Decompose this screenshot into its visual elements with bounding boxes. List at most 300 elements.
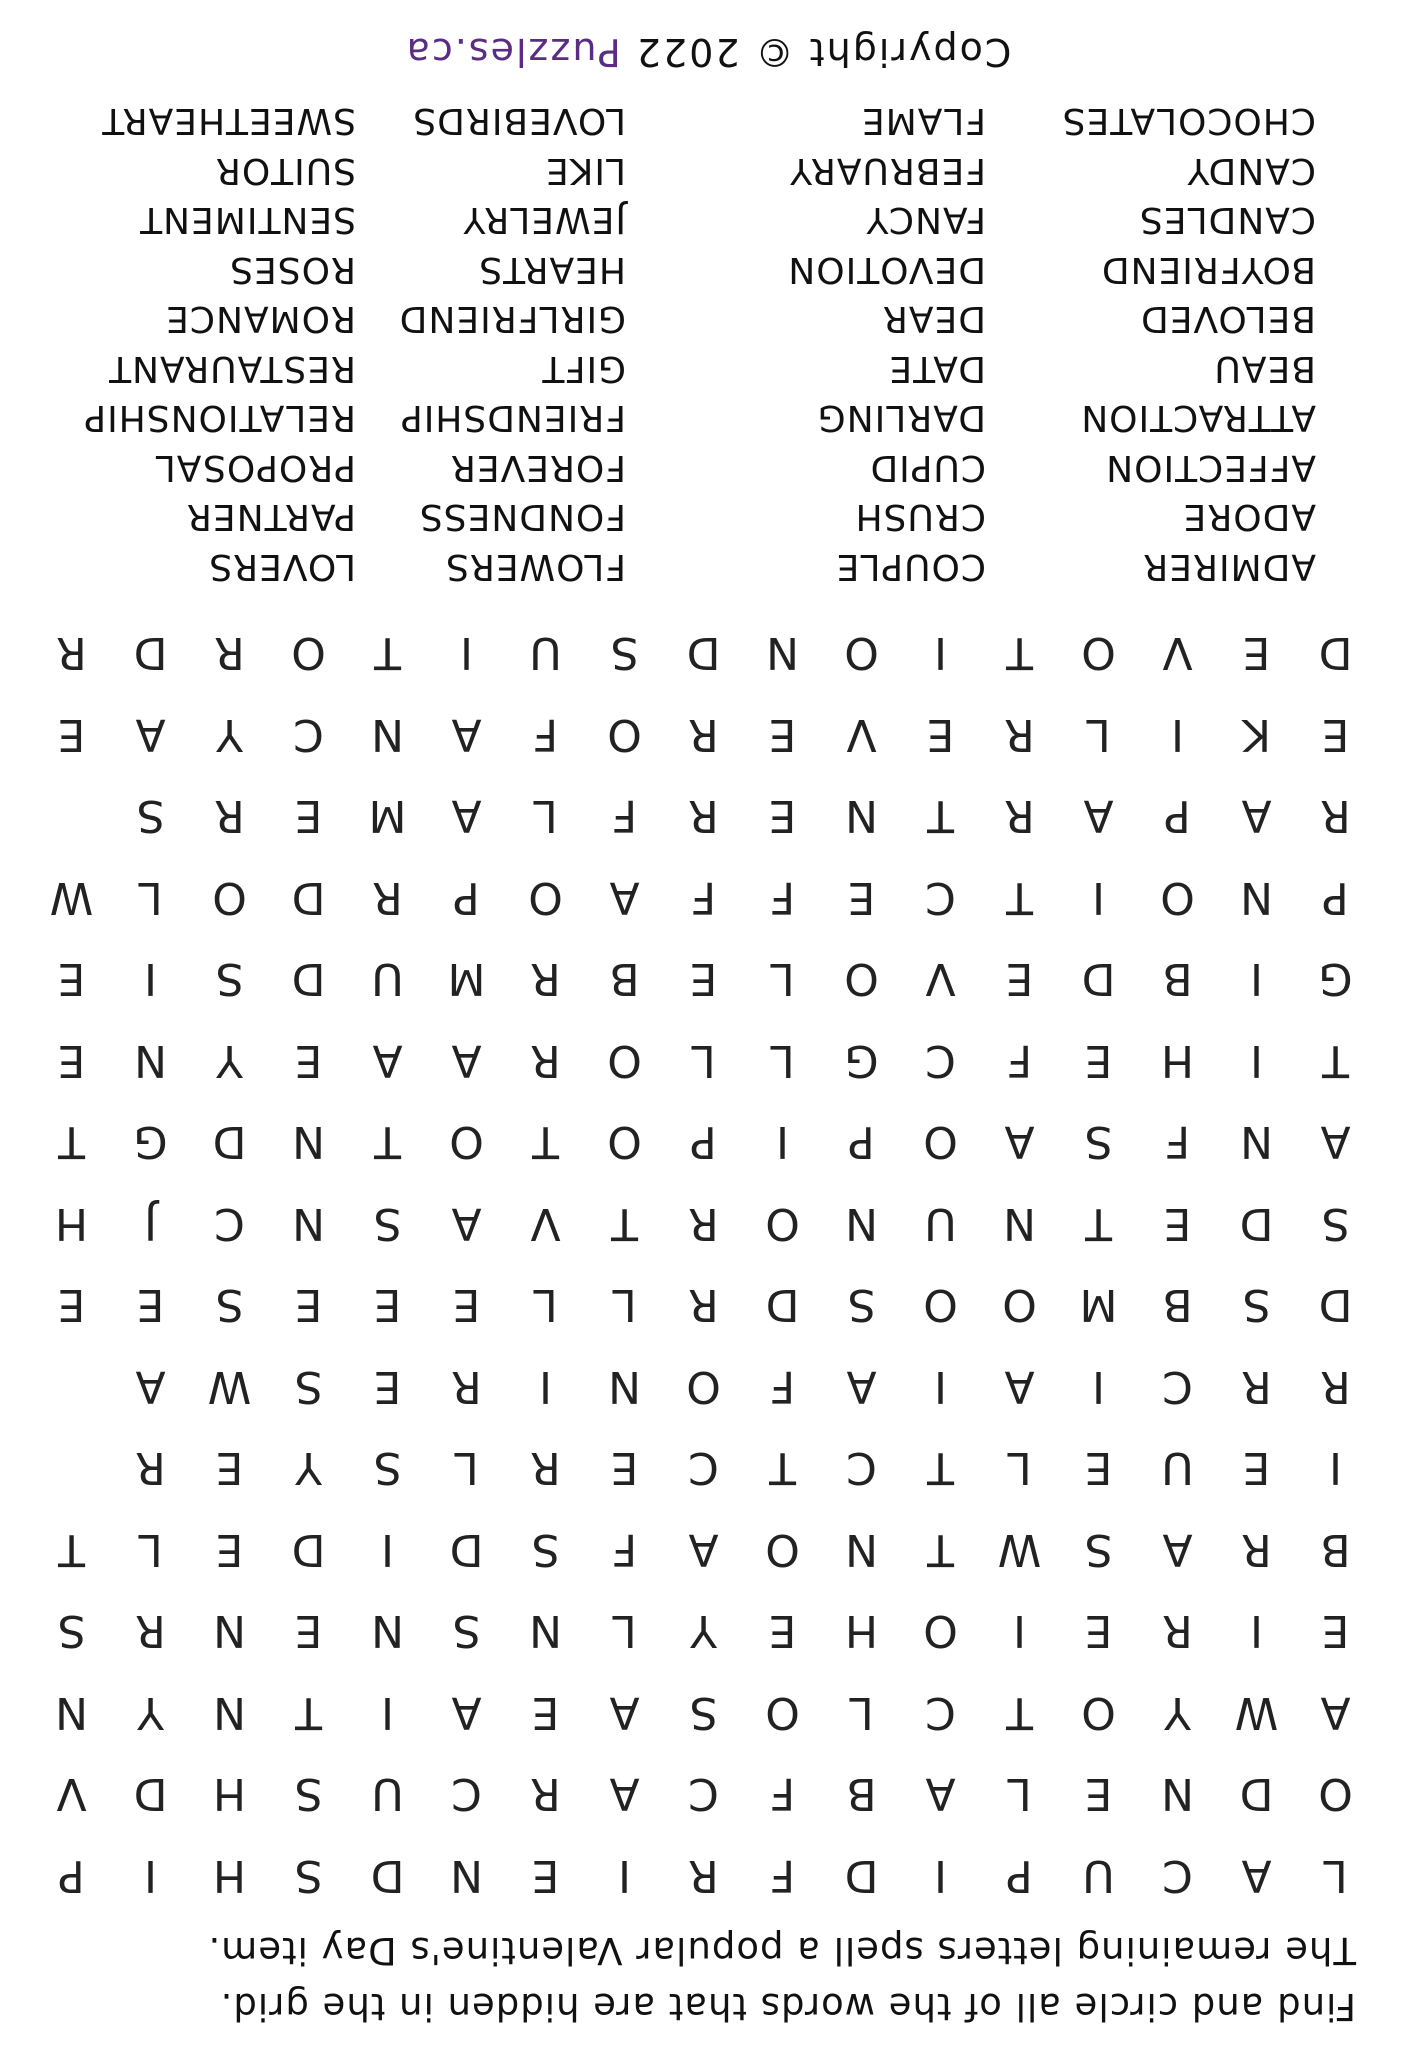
grid-letter[interactable]: E [610, 1442, 639, 1494]
grid-row [31, 1102, 1376, 1183]
grid-letter[interactable]: A [1083, 790, 1114, 842]
grid-letter[interactable]: D [291, 872, 326, 923]
grid-letter[interactable]: D [291, 1524, 326, 1575]
grid-letter[interactable]: E [1163, 1198, 1192, 1249]
grid-letter[interactable]: I [934, 627, 947, 679]
grid-letter[interactable]: N [1161, 1768, 1194, 1820]
grid-letter[interactable]: O [923, 1116, 958, 1168]
grid-letter[interactable]: B [1162, 1279, 1193, 1331]
grid-letter[interactable]: L [612, 1279, 637, 1331]
grid-letter[interactable]: R [530, 1035, 561, 1086]
grid-letter[interactable]: L [533, 790, 558, 842]
grid-letter[interactable]: I [381, 1524, 394, 1575]
grid-letter[interactable]: F [690, 872, 717, 923]
grid-letter[interactable]: N [371, 709, 404, 760]
grid-letter[interactable]: G [844, 1035, 879, 1086]
grid-letter[interactable]: F [1164, 1116, 1191, 1168]
word-list-item: ROMANCE [165, 298, 356, 340]
grid-letter[interactable]: A [1241, 790, 1272, 842]
grid-letter[interactable]: E [215, 1442, 244, 1494]
grid-letter[interactable]: E [373, 1279, 402, 1331]
grid-letter[interactable]: S [294, 1361, 323, 1412]
copyright-text: Copyright © 2022 [620, 30, 1012, 74]
grid-letter[interactable]: W [1234, 1687, 1279, 1738]
grid-letter[interactable]: D [1318, 1279, 1353, 1331]
grid-letter[interactable]: I [1092, 872, 1105, 923]
grid-letter[interactable]: E [215, 1524, 244, 1575]
grid-letter[interactable]: N [529, 1605, 562, 1657]
grid-letter[interactable]: U [371, 1768, 404, 1820]
grid-letter[interactable]: T [927, 790, 954, 842]
grid-row [31, 1509, 1376, 1590]
grid-letter[interactable]: E [768, 790, 797, 842]
grid-letter[interactable]: H [844, 1605, 879, 1657]
grid-letter[interactable]: O [449, 1116, 484, 1168]
grid-letter[interactable]: N [134, 1035, 167, 1086]
grid-letter[interactable]: O [607, 1035, 642, 1086]
grid-letter[interactable]: O [765, 1524, 800, 1575]
grid-letter[interactable]: H [1160, 1035, 1195, 1086]
grid-letter[interactable]: O [923, 1605, 958, 1657]
grid-letter[interactable]: E [1321, 1605, 1350, 1657]
grid-letter[interactable]: H [212, 1850, 247, 1901]
grid-letter[interactable]: W [207, 1361, 252, 1412]
grid-letter[interactable]: A [609, 1768, 640, 1820]
grid-letter[interactable]: R [135, 1605, 166, 1657]
grid-letter[interactable]: L [849, 1687, 874, 1738]
grid-row [31, 857, 1376, 938]
grid-letter[interactable]: R [530, 953, 561, 1005]
grid-letter[interactable]: V [56, 1768, 87, 1820]
grid-letter[interactable]: A [451, 1687, 482, 1738]
grid-letter[interactable]: D [449, 1524, 484, 1575]
grid-letter[interactable]: A [372, 1035, 403, 1086]
instructions-line-1: Find and circle all of the words that are hidden in the grid. [219, 1985, 1356, 2028]
grid-letter[interactable]: N [55, 1687, 88, 1738]
grid-letter[interactable]: G [1318, 953, 1353, 1005]
grid-letter[interactable]: U [529, 627, 562, 679]
grid-letter[interactable]: A [1004, 1361, 1035, 1412]
grid-letter[interactable]: I [144, 953, 157, 1005]
grid-letter[interactable]: E [1242, 627, 1271, 679]
grid-letter[interactable]: A [846, 1361, 877, 1412]
grid-letter[interactable]: E [689, 953, 718, 1005]
grid-letter[interactable]: S [294, 1768, 323, 1820]
word-list-item: HEARTS [478, 249, 626, 290]
word-list-item: CANDY [1186, 150, 1316, 191]
grid-letter[interactable]: O [607, 1116, 642, 1168]
grid-letter[interactable]: D [212, 1116, 247, 1168]
grid-letter[interactable]: O [212, 872, 247, 923]
grid-letter[interactable]: Y [295, 1442, 322, 1494]
grid-letter[interactable]: C [293, 709, 324, 760]
grid-letter[interactable]: R [451, 1361, 482, 1412]
grid-letter[interactable]: S [847, 1279, 876, 1331]
grid-letter[interactable]: T [532, 1116, 559, 1168]
grid-letter[interactable]: A [451, 1198, 482, 1249]
grid-letter[interactable]: F [532, 709, 559, 760]
grid-letter[interactable]: V [530, 1198, 561, 1249]
grid-letter[interactable]: E [531, 1850, 560, 1901]
grid-row [31, 1346, 1376, 1427]
grid-letter[interactable]: L [454, 1442, 479, 1494]
grid-letter[interactable]: D [291, 953, 326, 1005]
grid-letter[interactable]: E [294, 1279, 323, 1331]
grid-letter[interactable]: E [57, 709, 86, 760]
grid-letter[interactable]: O [1318, 1768, 1353, 1820]
grid-letter[interactable]: T [927, 1442, 954, 1494]
grid-letter[interactable]: E [294, 1035, 323, 1086]
grid-letter[interactable]: S [136, 790, 165, 842]
grid-letter[interactable]: S [610, 627, 639, 679]
grid-letter[interactable]: U [371, 953, 404, 1005]
grid-letter[interactable]: R [1320, 1361, 1351, 1412]
grid-letter[interactable]: U [1161, 1442, 1194, 1494]
grid-row [31, 1183, 1376, 1264]
grid-letter[interactable]: T [1006, 1687, 1033, 1738]
grid-row [31, 1020, 1376, 1101]
brand-name[interactable]: Puzzles.ca [404, 30, 621, 74]
grid-letter[interactable]: C [925, 1035, 956, 1086]
grid-letter[interactable]: A [1320, 1687, 1351, 1738]
grid-letter[interactable]: B [846, 1768, 877, 1820]
grid-letter[interactable]: T [769, 1442, 796, 1494]
word-list-item: ATTRACTION [1080, 397, 1316, 439]
letter-grid[interactable] [31, 611, 1376, 1916]
grid-letter[interactable]: P [453, 872, 480, 923]
grid-letter[interactable]: C [925, 872, 956, 923]
grid-letter[interactable]: T [58, 1524, 85, 1575]
grid-letter[interactable]: S [689, 1687, 718, 1738]
grid-letter[interactable]: R [372, 872, 403, 923]
grid-letter[interactable]: R [1004, 709, 1035, 760]
grid-letter[interactable]: Y [137, 1687, 164, 1738]
grid-letter[interactable]: L [1007, 1768, 1032, 1820]
grid-letter[interactable]: R [214, 627, 245, 679]
grid-letter[interactable]: L [138, 1524, 163, 1575]
grid-letter[interactable]: I [1092, 1361, 1105, 1412]
word-list-item: RELATIONSHIP [83, 397, 356, 439]
grid-letter[interactable]: F [769, 1850, 796, 1901]
grid-letter[interactable]: T [58, 1116, 85, 1168]
grid-letter[interactable]: I [1250, 1035, 1263, 1086]
grid-letter[interactable]: C [1162, 1361, 1193, 1412]
grid-letter[interactable]: E [294, 790, 323, 842]
grid-letter[interactable]: A [609, 872, 640, 923]
grid-letter[interactable]: N [608, 1361, 641, 1412]
grid-letter[interactable]: M [368, 790, 407, 842]
grid-letter[interactable]: S [1242, 1279, 1271, 1331]
grid-letter[interactable]: O [1081, 1687, 1116, 1738]
grid-letter[interactable]: R [530, 1442, 561, 1494]
grid-letter[interactable]: D [1318, 627, 1353, 679]
word-list-item: SUITOR [214, 150, 356, 191]
grid-letter[interactable]: Y [216, 1035, 243, 1086]
grid-letter[interactable]: P [690, 1116, 717, 1168]
grid-letter[interactable]: W [997, 1524, 1042, 1575]
grid-letter[interactable]: H [54, 1198, 89, 1249]
word-list-item: CHOCOLATES [1061, 100, 1316, 142]
word-list-column-2 [676, 96, 986, 591]
grid-letter[interactable]: V [1162, 627, 1193, 679]
grid-letter[interactable]: C [1162, 1850, 1193, 1901]
grid-letter[interactable]: R [688, 709, 719, 760]
grid-letter[interactable]: O [291, 627, 326, 679]
grid-letter[interactable]: D [765, 1279, 800, 1331]
grid-letter[interactable]: O [1002, 1279, 1037, 1331]
grid-letter[interactable]: C [688, 1442, 719, 1494]
grid-letter[interactable]: H [212, 1768, 247, 1820]
grid-letter[interactable]: A [1241, 1850, 1272, 1901]
grid-letter[interactable]: E [57, 1035, 86, 1086]
grid-letter[interactable]: L [691, 1035, 716, 1086]
grid-letter[interactable]: I [144, 1850, 157, 1901]
grid-letter[interactable]: E [452, 1279, 481, 1331]
grid-letter[interactable]: S [1321, 1198, 1350, 1249]
grid-letter[interactable]: R [1004, 790, 1035, 842]
word-list-item: GIRLFRIEND [398, 298, 626, 340]
grid-letter[interactable]: O [528, 872, 563, 923]
grid-letter[interactable]: D [686, 627, 721, 679]
grid-letter[interactable]: E [136, 1279, 165, 1331]
grid-letter[interactable]: M [1079, 1279, 1118, 1331]
grid-letter[interactable]: E [1084, 1768, 1113, 1820]
grid-letter[interactable]: U [924, 1198, 957, 1249]
grid-letter[interactable]: R [1241, 1361, 1272, 1412]
grid-letter[interactable]: N [845, 1524, 878, 1575]
grid-letter[interactable]: E [926, 709, 955, 760]
grid-letter[interactable]: I [934, 1361, 947, 1412]
grid-letter[interactable]: P [1322, 872, 1349, 923]
grid-letter[interactable]: E [294, 1605, 323, 1657]
grid-letter[interactable]: E [768, 709, 797, 760]
grid-letter[interactable]: E [768, 1605, 797, 1657]
grid-letter[interactable]: I [1013, 1605, 1026, 1657]
grid-letter[interactable]: L [138, 872, 163, 923]
grid-letter[interactable]: C [451, 1768, 482, 1820]
grid-letter[interactable]: P [58, 1850, 85, 1901]
grid-letter[interactable]: S [215, 1279, 244, 1331]
word-list-item: PARTNER [185, 496, 356, 538]
grid-letter[interactable]: I [1250, 953, 1263, 1005]
grid-letter[interactable]: D [133, 1768, 168, 1820]
grid-letter[interactable]: L [1007, 1442, 1032, 1494]
grid-letter[interactable]: F [611, 790, 638, 842]
grid-row [31, 1428, 1376, 1509]
grid-letter[interactable]: N [1240, 872, 1273, 923]
grid-letter[interactable]: O [1081, 627, 1116, 679]
grid-letter[interactable]: T [1006, 627, 1033, 679]
grid-letter[interactable]: P [848, 1116, 875, 1168]
grid-letter[interactable]: L [1086, 709, 1111, 760]
grid-letter[interactable]: R [214, 790, 245, 842]
grid-letter[interactable]: S [215, 953, 244, 1005]
grid-letter[interactable]: L [770, 1035, 795, 1086]
grid-letter[interactable]: F [769, 1361, 796, 1412]
grid-letter[interactable]: E [373, 1361, 402, 1412]
grid-letter[interactable]: A [451, 1035, 482, 1086]
grid-letter[interactable]: J [144, 1198, 157, 1249]
word-list-item: FONDNESS [418, 496, 626, 538]
grid-letter[interactable]: C [925, 1687, 956, 1738]
grid-letter[interactable]: M [447, 953, 486, 1005]
grid-letter[interactable]: A [451, 790, 482, 842]
grid-letter[interactable]: Y [216, 709, 243, 760]
grid-letter[interactable]: S [294, 1850, 323, 1901]
word-list-item: FOREVER [449, 447, 626, 488]
grid-letter[interactable]: O [844, 627, 879, 679]
grid-letter[interactable]: I [1329, 1442, 1342, 1494]
grid-letter[interactable]: T [611, 1198, 638, 1249]
grid-letter[interactable]: N [371, 1605, 404, 1657]
grid-letter[interactable]: R [688, 790, 719, 842]
grid-letter[interactable]: L [612, 1605, 637, 1657]
grid-letter[interactable]: R [56, 627, 87, 679]
grid-letter[interactable]: F [611, 1524, 638, 1575]
grid-letter[interactable]: R [135, 1442, 166, 1494]
grid-letter[interactable]: E [1242, 1442, 1271, 1494]
grid-letter[interactable]: R [688, 1198, 719, 1249]
grid-letter[interactable]: A [1162, 1524, 1193, 1575]
grid-letter[interactable]: R [1241, 1524, 1272, 1575]
grid-letter[interactable]: D [1239, 1768, 1274, 1820]
grid-letter[interactable]: D [370, 1850, 405, 1901]
grid-letter[interactable]: A [925, 1768, 956, 1820]
grid-letter[interactable]: R [1162, 1605, 1193, 1657]
grid-letter[interactable]: U [1082, 1850, 1115, 1901]
grid-letter[interactable]: I [381, 1687, 394, 1738]
grid-letter[interactable]: K [1242, 709, 1271, 760]
grid-letter[interactable]: T [1085, 1198, 1112, 1249]
grid-letter[interactable]: S [531, 1524, 560, 1575]
grid-letter[interactable]: A [451, 709, 482, 760]
grid-letter[interactable]: T [1006, 872, 1033, 923]
grid-letter[interactable]: E [847, 872, 876, 923]
grid-letter[interactable]: I [776, 1116, 789, 1168]
grid-letter[interactable]: R [1320, 790, 1351, 842]
grid-letter[interactable]: D [1081, 953, 1116, 1005]
grid-letter[interactable]: S [373, 1442, 402, 1494]
grid-letter[interactable]: E [57, 953, 86, 1005]
grid-letter[interactable]: I [460, 627, 473, 679]
word-list-item: ADORE [1182, 496, 1316, 538]
grid-letter[interactable]: L [770, 953, 795, 1005]
grid-letter[interactable]: S [452, 1605, 481, 1657]
grid-letter[interactable]: R [688, 1850, 719, 1901]
grid-letter[interactable]: E [1005, 953, 1034, 1005]
grid-letter[interactable]: O [765, 1687, 800, 1738]
grid-letter[interactable]: T [374, 1116, 401, 1168]
grid-row [31, 776, 1376, 857]
grid-letter[interactable]: N [845, 790, 878, 842]
grid-letter[interactable]: R [688, 1279, 719, 1331]
grid-letter[interactable]: A [135, 709, 166, 760]
grid-letter[interactable]: F [769, 872, 796, 923]
grid-letter[interactable]: O [686, 1361, 721, 1412]
grid-letter[interactable]: O [1160, 872, 1195, 923]
grid-letter[interactable]: B [609, 953, 640, 1005]
grid-letter[interactable]: N [292, 1198, 325, 1249]
grid-letter[interactable]: E [1321, 709, 1350, 760]
grid-letter[interactable]: A [609, 1687, 640, 1738]
grid-letter[interactable]: C [214, 1198, 245, 1249]
grid-letter[interactable]: N [766, 627, 799, 679]
grid-letter[interactable]: E [531, 1687, 560, 1738]
grid-letter[interactable]: O [844, 953, 879, 1005]
grid-letter[interactable]: S [1084, 1524, 1113, 1575]
grid-letter[interactable]: A [1320, 1116, 1351, 1168]
grid-letter[interactable]: G [133, 1116, 168, 1168]
grid-letter[interactable]: B [1320, 1524, 1351, 1575]
grid-letter[interactable]: C [846, 1442, 877, 1494]
grid-letter[interactable]: E [1084, 1035, 1113, 1086]
grid-letter[interactable]: N [1240, 1116, 1273, 1168]
word-list-column-4 [46, 96, 356, 591]
grid-letter[interactable]: O [923, 1279, 958, 1331]
grid-letter[interactable]: N [213, 1687, 246, 1738]
grid-letter[interactable]: Y [690, 1605, 717, 1657]
grid-letter[interactable]: N [845, 1198, 878, 1249]
grid-letter[interactable]: E [1084, 1442, 1113, 1494]
grid-letter[interactable]: T [295, 1687, 322, 1738]
grid-letter[interactable]: F [1006, 1035, 1033, 1086]
grid-letter[interactable]: T [1322, 1035, 1349, 1086]
grid-letter[interactable]: A [688, 1524, 719, 1575]
grid-letter[interactable]: W [49, 872, 94, 923]
grid-letter[interactable]: Y [1164, 1687, 1191, 1738]
grid-letter[interactable]: E [57, 1279, 86, 1331]
grid-letter[interactable]: E [1084, 1605, 1113, 1657]
grid-letter[interactable]: S [1084, 1116, 1113, 1168]
grid-letter[interactable]: D [844, 1850, 879, 1901]
grid-letter[interactable]: N [1003, 1198, 1036, 1249]
grid-letter[interactable]: S [373, 1198, 402, 1249]
grid-letter[interactable]: N [292, 1116, 325, 1168]
grid-letter[interactable]: I [1171, 709, 1184, 760]
grid-letter[interactable]: I [539, 1361, 552, 1412]
grid-letter[interactable]: I [934, 1850, 947, 1901]
grid-letter[interactable]: T [374, 627, 401, 679]
grid-letter[interactable]: D [1239, 1198, 1274, 1249]
grid-row [31, 1835, 1376, 1916]
grid-letter[interactable]: S [57, 1605, 86, 1657]
grid-letter[interactable]: V [925, 953, 956, 1005]
grid-letter[interactable]: A [1004, 1116, 1035, 1168]
copyright-line [0, 30, 1416, 74]
grid-letter[interactable]: F [769, 1768, 796, 1820]
grid-letter[interactable]: P [1164, 790, 1191, 842]
grid-letter[interactable]: V [846, 709, 877, 760]
grid-letter[interactable]: N [450, 1850, 483, 1901]
word-list-item: DEAR [881, 298, 986, 340]
grid-letter[interactable]: L [533, 1279, 558, 1331]
grid-letter[interactable]: T [927, 1524, 954, 1575]
grid-letter[interactable]: P [1006, 1850, 1033, 1901]
grid-letter[interactable]: I [1250, 1605, 1263, 1657]
grid-letter[interactable]: D [133, 627, 168, 679]
grid-letter[interactable]: C [688, 1768, 719, 1820]
grid-letter[interactable]: O [765, 1198, 800, 1249]
grid-letter[interactable]: L [1323, 1850, 1348, 1901]
grid-letter[interactable]: R [530, 1768, 561, 1820]
grid-letter[interactable]: A [135, 1361, 166, 1412]
grid-letter[interactable]: I [618, 1850, 631, 1901]
grid-letter[interactable]: N [213, 1605, 246, 1657]
grid-letter[interactable]: O [607, 709, 642, 760]
grid-row [31, 1265, 1376, 1346]
word-list-item: FEBRUARY [789, 150, 986, 191]
grid-letter[interactable]: B [1162, 953, 1193, 1005]
